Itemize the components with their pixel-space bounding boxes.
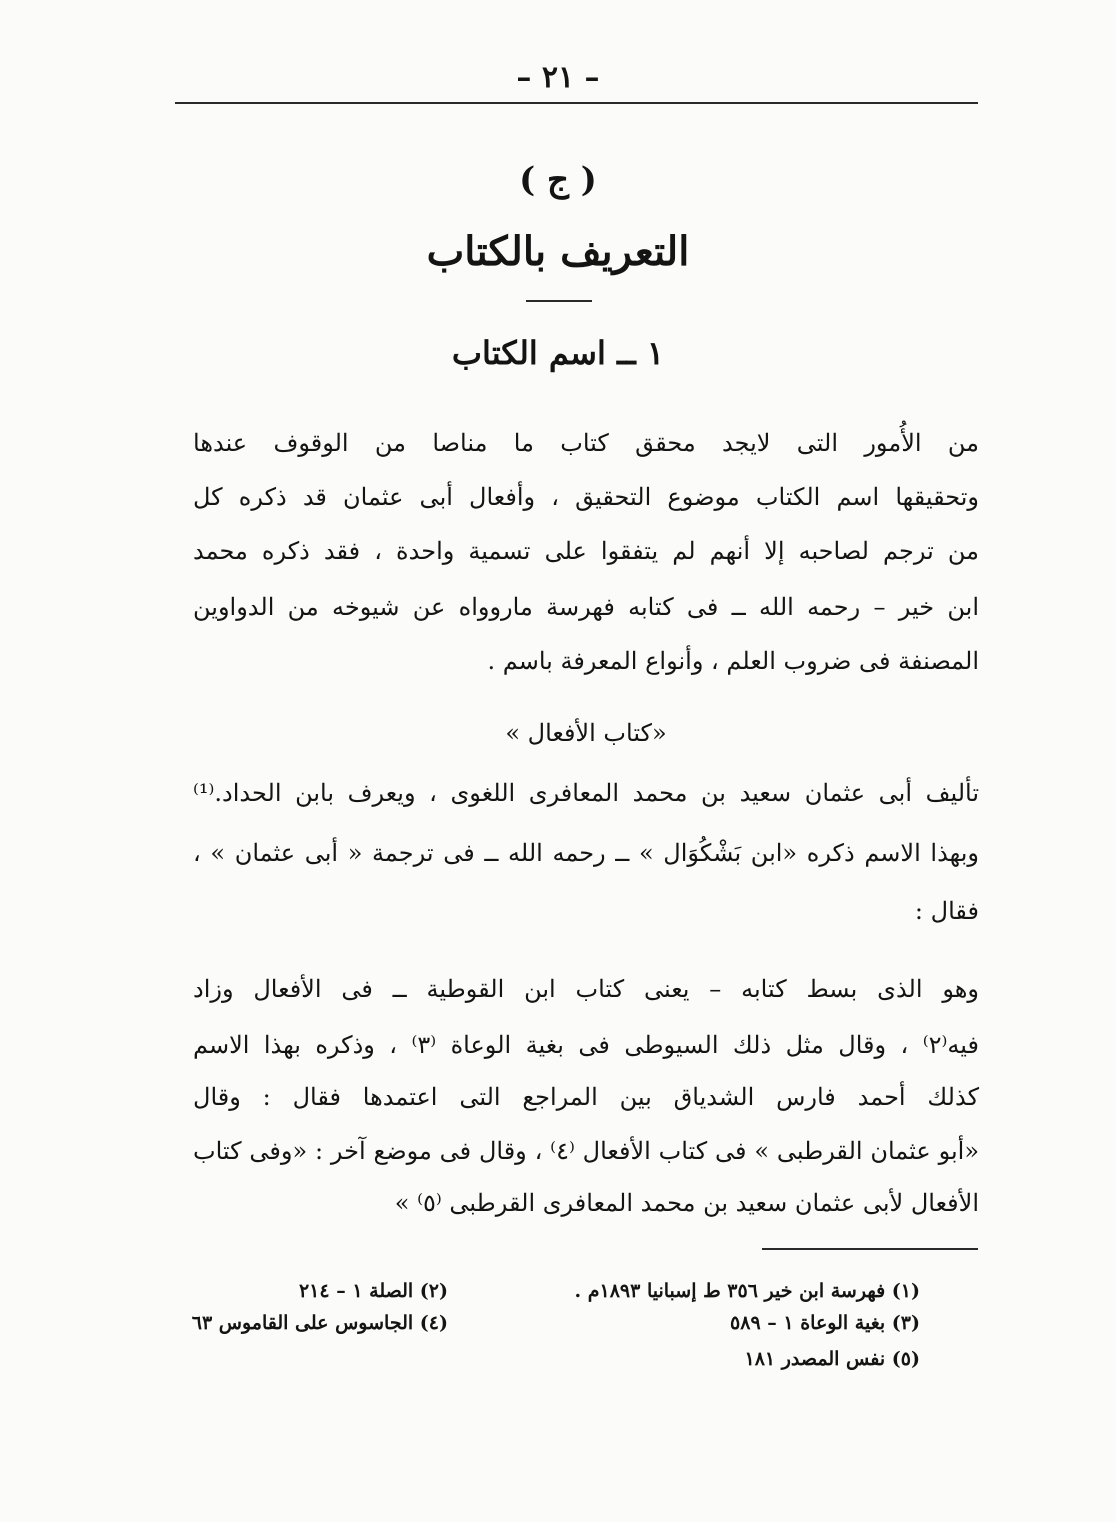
paragraph3-line: «أبو عثمان القرطبى » فى كتاب الأفعال ⁽٤⁾ ، وقال فى موضع آخر : «وفى كتاب xyxy=(193,1137,979,1165)
paragraph1-line: وتحقيقها اسم الكتاب موضوع التحقيق ، وأفعال أبى عثمان قد ذكره كل xyxy=(193,483,979,511)
paragraph1-line: من ترجم لصاحبه إلا أنهم لم يتفقوا على تسمية واحدة ، فقد ذكره محمد xyxy=(193,537,979,565)
paragraph2-line: وبهذا الاسم ذكره «ابن بَشْكُوَال » ــ رحمه الله ــ فى ترجمة « أبى عثمان » ، xyxy=(193,839,979,867)
title-rule xyxy=(526,300,592,302)
quote-title: «كتاب الأفعال » xyxy=(505,719,667,747)
footnote-rule xyxy=(762,1248,978,1250)
paragraph3-line: وهو الذى بسط كتابه – يعنى كتاب ابن القوطية ــ فى الأفعال وزاد xyxy=(193,975,979,1003)
paragraph1-line: ابن خير – رحمه الله ــ فى كتابه فهرسة ماروواه عن شيوخه من الدواوين xyxy=(193,593,979,621)
paragraph2-line: فقال : xyxy=(914,897,979,925)
footnote-1: (١) فهرسة ابن خير ٣٥٦ ط إسبانيا ١٨٩٣م . xyxy=(574,1280,920,1302)
footnote-3: (٣) بغية الوعاة ١ – ٥٨٩ xyxy=(730,1312,920,1334)
paragraph3-line: كذلك أحمد فارس الشدياق بين المراجع التى اعتمدها فقال : وقال xyxy=(193,1083,979,1111)
section-letter: ( ج ) xyxy=(519,160,597,200)
paragraph3-line: فيه⁽٢⁾ ، وقال مثل ذلك السيوطى فى بغية الوعاة ⁽٣⁾ ، وذكره بهذا الاسم xyxy=(193,1031,980,1059)
footnote-5: (٥) نفس المصدر ١٨١ xyxy=(744,1348,920,1370)
chapter-title: التعريف بالكتاب xyxy=(426,228,690,275)
header-rule xyxy=(175,102,978,104)
paragraph1-line: المصنفة فى ضروب العلم ، وأنواع المعرفة باسم . xyxy=(487,647,979,675)
paragraph1-line: من الأُمور التى لايجد محقق كتاب ما مناصا من الوقوف عندها xyxy=(193,429,979,457)
subsection-title: ١ ــ اسم الكتاب xyxy=(451,334,665,372)
paragraph2-line: تأليف أبى عثمان سعيد بن محمد المعافرى اللغوى ، ويعرف بابن الحداد.⁽¹⁾ xyxy=(193,779,979,807)
paragraph3-line: الأفعال لأبى عثمان سعيد بن محمد المعافرى القرطبى ⁽٥⁾ » xyxy=(394,1189,979,1217)
footnote-4: (٤) الجاسوس على القاموس ٦٣ xyxy=(191,1312,448,1334)
footnote-2: (٢) الصلة ١ – ٢١٤ xyxy=(298,1280,448,1302)
page-number: – ٢١ – xyxy=(516,60,600,95)
